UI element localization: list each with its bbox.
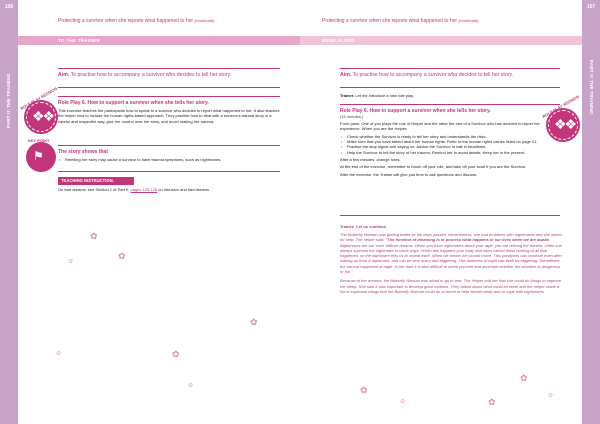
after-exercise-text: After the exercise, the Trainer will give you time to ask questions and discuss. [340, 171, 478, 177]
left-aim-text: To practise how to accompany a survivor who decides to tell her story. [70, 72, 232, 78]
left-page-header [58, 18, 214, 24]
butterfly-story [340, 232, 562, 294]
left-header-title: Protecting a survivor when she reports what happened to her [58, 18, 194, 24]
left-role-play-body: This exercise teaches the participants how to speak to a survivor who decides to report what happened to her. It also teaches the helper how to include the human rights-based approach. They practise how to deal with a survivor's trauma story in a careful and respectful way, give her control over her story, and avoid making her trauma. [58, 108, 280, 124]
butterfly-icon: ✿ [118, 251, 126, 261]
people-icon: ❖❖ [554, 116, 576, 132]
story-paragraph-2: Because of her dreams, the Butterfly Woman was afraid to go to bed. The Helper told her that she could do things to improve her sleep. She said it was important to develop good routines. They talked about what could be done and the helper made a list of important things that the Butterfly Woman could do at home to help herself sleep and to cope with nightmares. [340, 278, 562, 294]
teaching-instruction-text [58, 187, 280, 192]
helper-bullet: • Help the Survivor to tell the story of her trauma. Remind her to avoid details. Keep her in the present. [340, 150, 560, 155]
left-role-play-badge [19, 85, 58, 134]
instruction-page-link[interactable]: pages 125-126 [130, 187, 158, 192]
left-header-cont: (continued) [194, 18, 215, 23]
story-shows-title: The story shows that [58, 149, 109, 155]
right-aim-label: Aim. [340, 72, 352, 78]
left-aim-label: Aim. [58, 72, 70, 78]
trainee-label: Trainee. [340, 224, 356, 229]
butterfly-icon: ✿ [360, 385, 368, 395]
trainer-intro [340, 93, 414, 98]
teaching-instruction-label: TEACHING INSTRUCTION. [58, 177, 134, 185]
butterfly-icon: ✿ [172, 349, 180, 359]
key-point-badge [26, 138, 56, 172]
story-shows-box [58, 146, 280, 172]
read-aloud-label: READ ALOUD [322, 38, 355, 43]
instruction-text-after: on intrusion and bad dreams. [157, 187, 211, 192]
butterfly-icon: ✿ [90, 231, 98, 241]
story-paragraph-1 [340, 232, 562, 274]
right-aim-box [340, 68, 560, 88]
right-role-badge-label: ROLE PLAY SESSION [541, 93, 580, 120]
story-p1-c: Nightmares are our 'cure' difficult dreams. When you have nightmares about your rape, you are reliving the trauma. Often she always survives the nightmare in some ways. When this happens your body and mind cannot finish nothing at all that happened, so the nightmare tells us to repeat itself. When we dream we cannot move. This paralyses can continue even after waking up from a nightmare, and can be very scary and triggering. The darkness of night can itself be triggering. Sometimes the trauma happened at night. In the dark it is also difficult to orient yourself and ascertain whether the situation is dangerous or not." [340, 242, 562, 275]
left-role-play-title: Role Play 6. How to support a survivor when she tells her story. [58, 100, 209, 106]
story-shows-bullet: • Retelling her story may cause a survivor to have trauma symptoms, such as nightmares. [58, 157, 280, 162]
right-role-play-body: Form pairs. One of you plays the role of Helper and the other the role of a Survivor who has decided to report her experience. When you are the Helper: [340, 121, 540, 132]
butterfly-icon: ✿ [68, 259, 74, 265]
role-play-duration: (15 minutes.) [340, 114, 364, 119]
right-role-play-box [340, 104, 560, 216]
helper-bullet: • Practise the stop signal and saying no. Advise the Survivor to talk in headlines. [340, 144, 560, 149]
trainer-intro-text: Let me introduce a new role play. [355, 93, 414, 98]
right-header-cont: (continued) [458, 18, 479, 23]
read-aloud-bar [300, 36, 582, 45]
trainee-text: Let us continue. [356, 224, 387, 229]
right-side-tab [582, 0, 600, 424]
change-roles-text: After a few minutes, change roles. [340, 157, 401, 162]
butterfly-icon: ✿ [520, 373, 528, 383]
butterfly-icon: ✿ [188, 383, 194, 389]
helper-bullets [340, 134, 560, 155]
left-aim-box [58, 68, 280, 88]
butterfly-icon: ✿ [400, 399, 406, 405]
left-page-number: 106 [4, 4, 14, 10]
butterfly-icon: ✿ [488, 397, 496, 407]
butterfly-icon: ✿ [250, 317, 258, 327]
left-role-play-box [58, 96, 280, 146]
right-header-title: Protecting a survivor when she reports what happened to her [322, 18, 458, 24]
story-p1-b: "The function of dreaming is to process what happens in our lives when we are awake. [385, 237, 551, 243]
right-aim-text: To practise how to accompany a survivor who decides to tell her story. [352, 72, 514, 78]
key-icon: ⚑ [33, 149, 44, 163]
end-exercise-text: At the end of the exercise, remember to brush off your role, and take off your scarf if you are the Survivor. [340, 164, 527, 170]
butterfly-icon: ✿ [548, 393, 554, 399]
to-the-trainer-bar: TO THE TRAINER [18, 36, 300, 45]
left-side-tab [0, 0, 18, 424]
right-side-label: PART II: THE TRAINING [589, 60, 594, 115]
trainee-continue [340, 224, 387, 229]
instruction-text-before: On bad dreams, see Section 1 of Part II, [58, 187, 131, 192]
left-role-badge-label: ROLE PLAY SESSION [19, 85, 58, 112]
right-role-play-title: Role Play 6. How to support a survivor when she tells her story. [340, 108, 491, 114]
butterfly-icon: ✿ [56, 351, 62, 357]
story-p1-a: The Butterfly Woman was getting better as the days passed. Nevertheless, she had problems with nightmares and she asked for help. The helper said: [340, 232, 562, 243]
key-point-label: KEY POINT [28, 138, 50, 143]
right-page-number: 107 [586, 4, 596, 10]
trainer-intro-label: Trainer. [340, 93, 355, 98]
helper-bullet: • Make sure that you have talked about her human rights. Refer to the human rights values listed on page 21. [340, 139, 560, 144]
left-side-label: PART II: THE TRAINING [6, 73, 11, 128]
right-page-header [322, 18, 478, 24]
helper-bullet: • Check whether the Survivor is ready to tell her story and understands the risks. [340, 134, 560, 139]
people-icon: ❖❖ [32, 108, 54, 124]
